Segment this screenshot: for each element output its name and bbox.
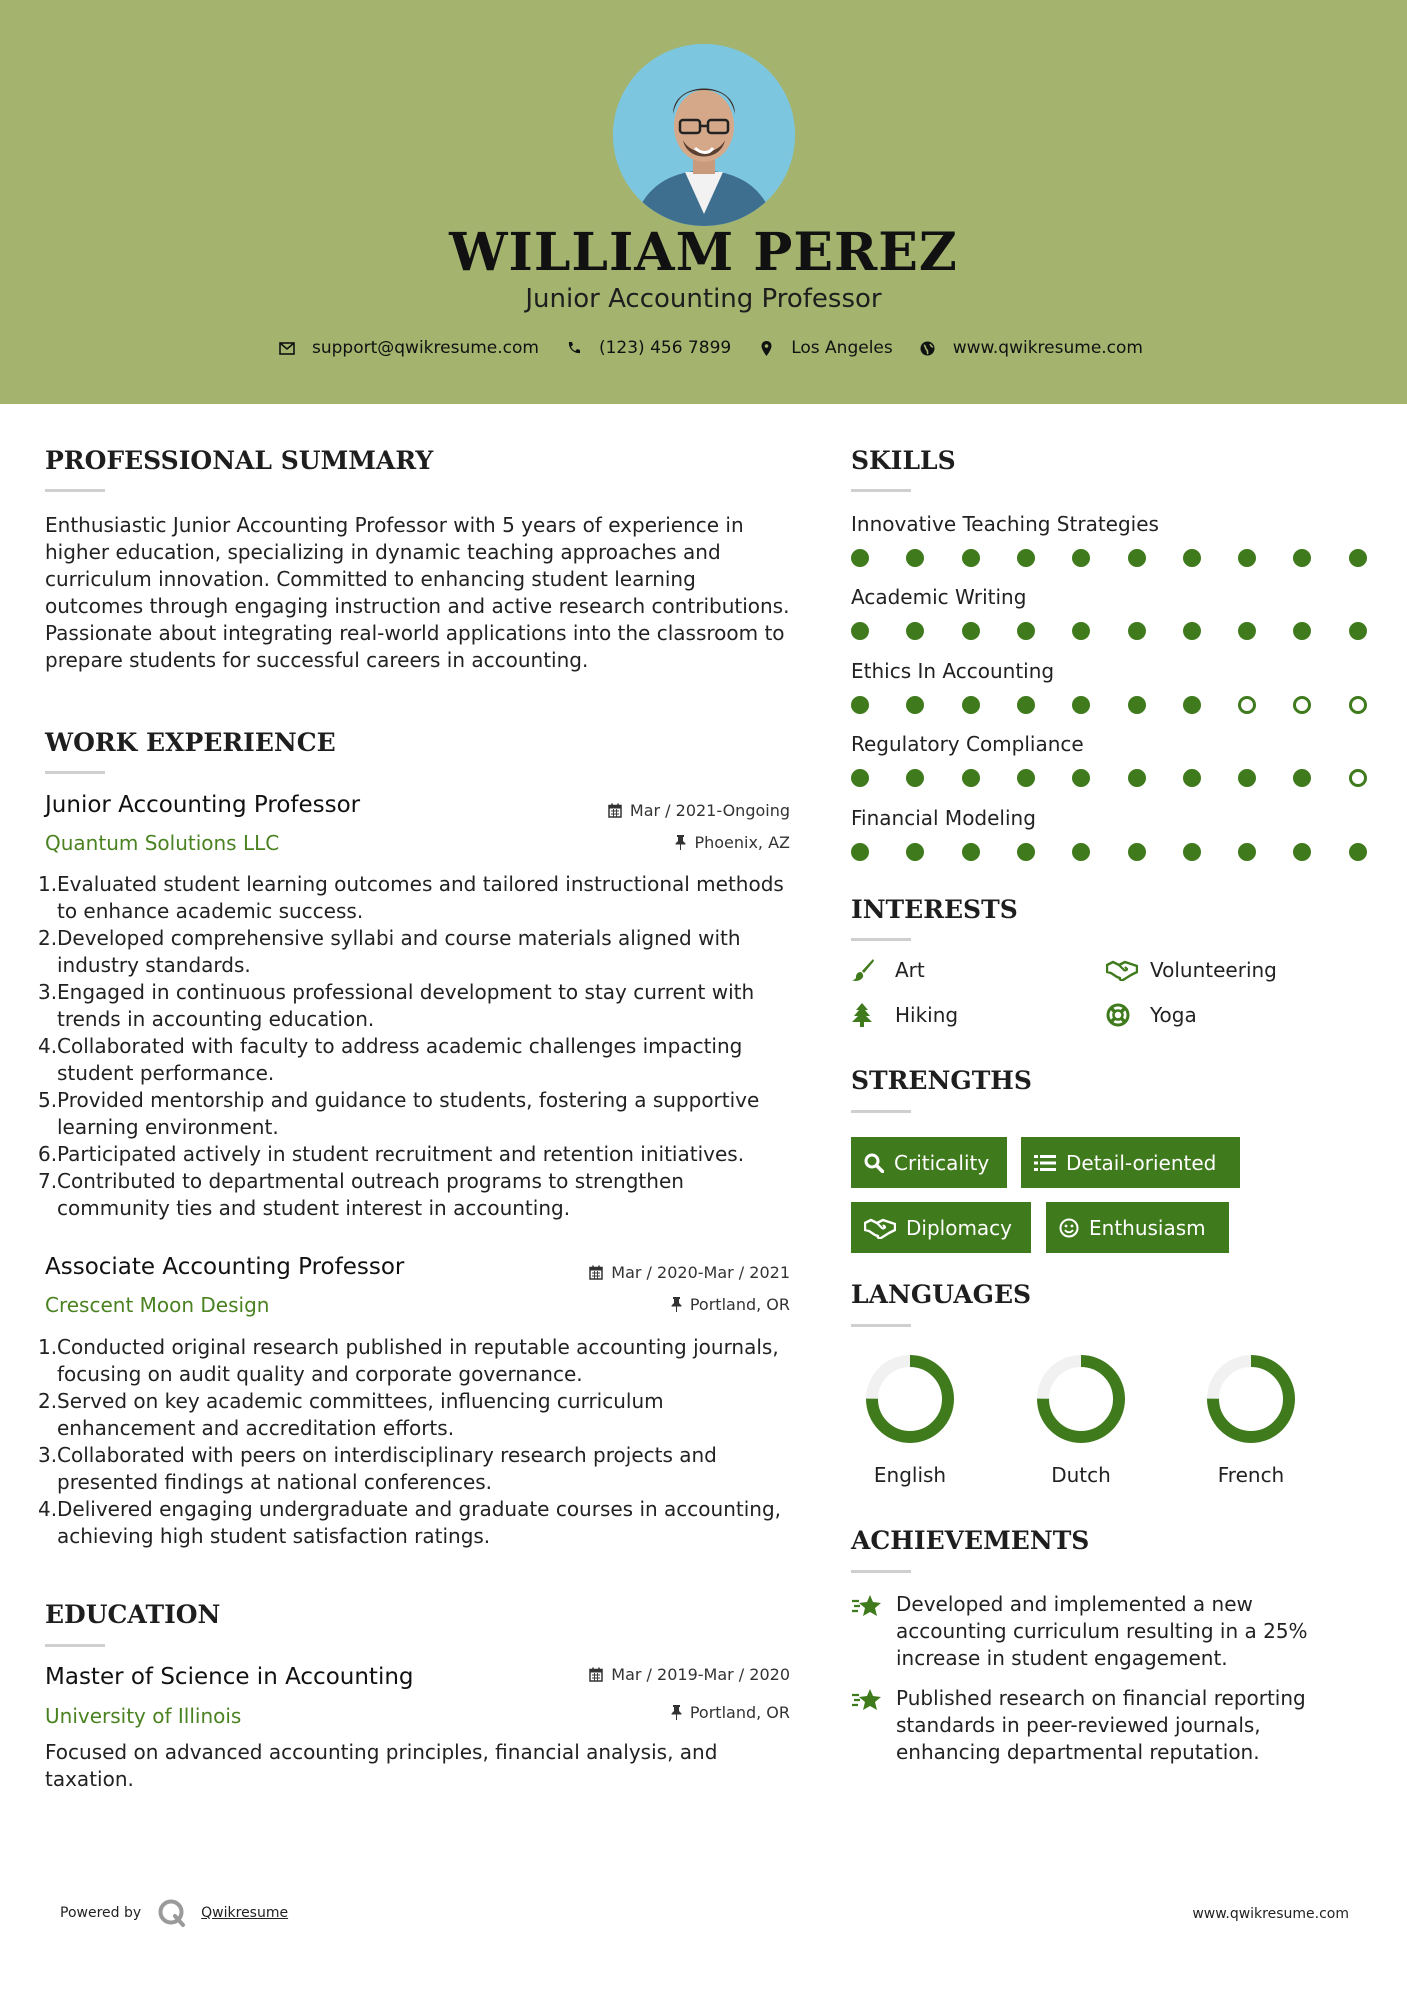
strengths-divider <box>851 1110 911 1113</box>
list-item: 2. Served on key academic committees, influencing curriculum enhancement and accreditation efforts. <box>38 1389 664 1440</box>
list-item: 3. Collaborated with peers on interdisciplinary research projects and presented findings at national conferences. <box>38 1443 717 1494</box>
rating-dot-filled <box>1238 622 1256 640</box>
job-location <box>675 833 790 852</box>
list-item: 1. Evaluated student learning outcomes and tailored instructional methods to enhance academic success. <box>38 872 784 923</box>
achievement-item: Developed and implemented a new accounting curriculum resulting in a 25% increase in student engagement. <box>851 1591 1351 1672</box>
skill-label: Innovative Teaching Strategies <box>851 512 1159 536</box>
job-date <box>589 1263 790 1282</box>
summary-text: Enthusiastic Junior Accounting Professor with 5 years of experience in higher education, specializing in dynamic teaching approaches and curriculum innovation. Committed to enhancing student learning outcomes through engaging instruction and active research contributions. Passionate about integrating real-world applications into the classroom to prepare students for successful careers in accounting. <box>45 513 790 672</box>
education-location <box>671 1703 790 1722</box>
job-location-text: Portland, OR <box>689 1295 790 1314</box>
phone-icon <box>563 341 585 355</box>
tree-icon <box>851 1003 883 1027</box>
job-title: Associate Accounting Professor <box>45 1254 405 1280</box>
skill-rating <box>851 842 1381 862</box>
rating-dot-filled <box>1183 843 1201 861</box>
interest-item: Art <box>851 958 925 982</box>
skill-label: Financial Modeling <box>851 806 1036 830</box>
interests-divider <box>851 938 911 941</box>
rating-dot-filled <box>1183 696 1201 714</box>
rating-dot-empty <box>1293 696 1311 714</box>
rating-dot-filled <box>962 769 980 787</box>
rating-dot-empty <box>1238 696 1256 714</box>
skill-label: Academic Writing <box>851 585 1027 609</box>
candidate-role: Junior Accounting Professor <box>525 284 882 314</box>
job-bullet-list <box>38 871 798 1222</box>
rating-dot-filled <box>1128 696 1146 714</box>
rating-dot-filled <box>1183 622 1201 640</box>
job-date <box>608 801 790 820</box>
rating-dot-filled <box>1349 622 1367 640</box>
map-marker-icon <box>755 341 777 356</box>
language-ring <box>862 1351 958 1447</box>
list-item: 5. Provided mentorship and guidance to students, fostering a supportive learning environment. <box>38 1088 760 1139</box>
rating-dot-filled <box>1072 549 1090 567</box>
contact-phone[interactable]: (123) 456 7899 <box>598 338 732 358</box>
rating-dot-filled <box>1017 843 1035 861</box>
education-text: Focused on advanced accounting principles, financial analysis, and taxation. <box>45 1740 718 1791</box>
languages-divider <box>851 1324 911 1327</box>
rating-dot-filled <box>1128 549 1146 567</box>
rating-dot-filled <box>1017 549 1035 567</box>
footer-powered-by <box>60 1898 288 1928</box>
list-item: 2. Developed comprehensive syllabi and course materials aligned with industry standards. <box>38 926 741 977</box>
strength-chip: Criticality <box>851 1137 1007 1188</box>
strength-chip: Diplomacy <box>851 1202 1031 1253</box>
header-banner <box>0 0 1407 404</box>
education-location-text: Portland, OR <box>689 1703 790 1722</box>
envelope-icon <box>276 342 298 355</box>
paintbrush-icon <box>851 958 883 982</box>
calendar-icon <box>608 803 622 818</box>
rating-dot-filled <box>1128 622 1146 640</box>
list-item: 4. Delivered engaging undergraduate and graduate courses in accounting, achieving high student satisfaction ratings. <box>38 1497 782 1548</box>
profile-photo <box>613 44 795 226</box>
job-company: Crescent Moon Design <box>45 1293 270 1317</box>
candidate-name: WILLIAM PEREZ <box>449 222 958 283</box>
job-title: Junior Accounting Professor <box>45 792 361 818</box>
language-ring <box>1203 1351 1299 1447</box>
rating-dot-filled <box>1293 549 1311 567</box>
list-item: 1. Conducted original research published in reputable accounting journals, focusing on audit quality and corporate governance. <box>38 1335 779 1386</box>
rating-dot-filled <box>1128 769 1146 787</box>
language-label: Dutch <box>1051 1463 1111 1487</box>
rating-dot-filled <box>1128 843 1146 861</box>
job-location-text: Phoenix, AZ <box>694 833 790 852</box>
rating-dot-filled <box>1017 769 1035 787</box>
education-divider <box>45 1644 105 1647</box>
search-icon <box>864 1153 884 1173</box>
language-item <box>850 1351 970 1487</box>
rating-dot-filled <box>1072 696 1090 714</box>
strengths-heading: STRENGTHS <box>851 1066 1032 1095</box>
rating-dot-filled <box>1183 549 1201 567</box>
rating-dot-filled <box>1072 622 1090 640</box>
interests-heading: INTERESTS <box>851 895 1018 924</box>
interest-item: Hiking <box>851 1003 958 1027</box>
rating-dot-filled <box>851 549 869 567</box>
skill-rating <box>851 695 1381 715</box>
rating-dot-filled <box>1017 696 1035 714</box>
calendar-icon <box>589 1265 603 1280</box>
skill-label: Regulatory Compliance <box>851 732 1084 756</box>
education-date <box>589 1665 790 1684</box>
contact-location: Los Angeles <box>791 338 893 358</box>
achievement-item: Published research on financial reporting standards in peer-reviewed journals, enhancing departmental reputation. <box>851 1685 1351 1766</box>
job-date-text: Mar / 2020-Mar / 2021 <box>611 1263 790 1282</box>
language-ring <box>1033 1351 1129 1447</box>
language-item <box>1191 1351 1311 1487</box>
rating-dot-filled <box>906 843 924 861</box>
list-item: 3. Engaged in continuous professional development to stay current with trends in accounting education. <box>38 980 755 1031</box>
list-item: 4. Collaborated with faculty to address academic challenges impacting student performance. <box>38 1034 743 1085</box>
education-date-text: Mar / 2019-Mar / 2020 <box>611 1665 790 1684</box>
qwikresume-logo-icon <box>157 1898 187 1928</box>
education-heading: EDUCATION <box>45 1600 221 1629</box>
rating-dot-filled <box>851 843 869 861</box>
job-bullet-list <box>38 1334 798 1550</box>
list-icon <box>1034 1154 1056 1172</box>
pin-icon <box>671 1705 682 1720</box>
rating-dot-filled <box>1238 769 1256 787</box>
skill-rating <box>851 768 1381 788</box>
globe-icon <box>917 341 939 356</box>
rating-dot-filled <box>851 696 869 714</box>
rating-dot-filled <box>1072 843 1090 861</box>
contact-email[interactable]: support@qwikresume.com <box>312 338 539 358</box>
calendar-icon <box>589 1667 603 1682</box>
powered-by-label: Powered by <box>60 1905 142 1921</box>
rating-dot-filled <box>851 769 869 787</box>
achievements-divider <box>851 1570 911 1573</box>
rating-dot-filled <box>1349 549 1367 567</box>
job-company: Quantum Solutions LLC <box>45 831 280 855</box>
life-ring-icon <box>1106 1003 1138 1027</box>
pin-icon <box>671 1297 682 1312</box>
summary-heading: PROFESSIONAL SUMMARY <box>45 446 434 475</box>
rating-dot-filled <box>906 549 924 567</box>
school-name: University of Illinois <box>45 1704 242 1728</box>
rating-dot-filled <box>906 696 924 714</box>
star-award-icon <box>851 1685 883 1766</box>
rating-dot-filled <box>962 622 980 640</box>
experience-divider <box>45 771 105 774</box>
rating-dot-empty <box>1349 696 1367 714</box>
contact-bar <box>276 338 1167 358</box>
smile-icon <box>1059 1218 1079 1238</box>
handshake-icon <box>864 1217 896 1239</box>
degree-title: Master of Science in Accounting <box>45 1664 414 1690</box>
rating-dot-filled <box>1183 769 1201 787</box>
rating-dot-filled <box>962 843 980 861</box>
languages-heading: LANGUAGES <box>851 1280 1032 1309</box>
handshake-icon <box>1106 959 1138 981</box>
interest-item: Volunteering <box>1106 958 1277 982</box>
rating-dot-filled <box>1293 622 1311 640</box>
rating-dot-filled <box>851 622 869 640</box>
rating-dot-filled <box>1238 843 1256 861</box>
rating-dot-filled <box>962 696 980 714</box>
rating-dot-filled <box>1293 769 1311 787</box>
rating-dot-filled <box>1238 549 1256 567</box>
job-location <box>671 1295 790 1314</box>
rating-dot-empty <box>1349 769 1367 787</box>
skill-label: Ethics In Accounting <box>851 659 1055 683</box>
summary-divider <box>45 489 105 492</box>
language-label: English <box>873 1463 947 1487</box>
strength-chip: Detail-oriented <box>1021 1137 1240 1188</box>
pin-icon <box>675 835 686 850</box>
experience-heading: WORK EXPERIENCE <box>45 728 336 757</box>
language-label: French <box>1217 1463 1285 1487</box>
rating-dot-filled <box>1072 769 1090 787</box>
list-item: 6. Participated actively in student recruitment and retention initiatives. <box>38 1142 745 1166</box>
language-item <box>1021 1351 1141 1487</box>
skills-heading: SKILLS <box>851 446 956 475</box>
achievements-heading: ACHIEVEMENTS <box>851 1526 1090 1555</box>
rating-dot-filled <box>906 622 924 640</box>
rating-dot-filled <box>962 549 980 567</box>
list-item: 7. Contributed to departmental outreach programs to strengthen community ties and student interest in accounting. <box>38 1169 684 1220</box>
star-award-icon <box>851 1591 883 1672</box>
skill-rating <box>851 548 1381 568</box>
contact-website[interactable]: www.qwikresume.com <box>952 338 1143 358</box>
interest-item: Yoga <box>1106 1003 1197 1027</box>
rating-dot-filled <box>906 769 924 787</box>
rating-dot-filled <box>1293 843 1311 861</box>
footer-brand-link[interactable]: Qwikresume <box>201 1905 289 1921</box>
strength-chip: Enthusiasm <box>1046 1202 1229 1253</box>
job-date-text: Mar / 2021-Ongoing <box>629 801 790 820</box>
skill-rating <box>851 621 1381 641</box>
rating-dot-filled <box>1349 843 1367 861</box>
footer-website[interactable]: www.qwikresume.com <box>1192 1906 1349 1922</box>
skills-divider <box>851 489 911 492</box>
rating-dot-filled <box>1017 622 1035 640</box>
